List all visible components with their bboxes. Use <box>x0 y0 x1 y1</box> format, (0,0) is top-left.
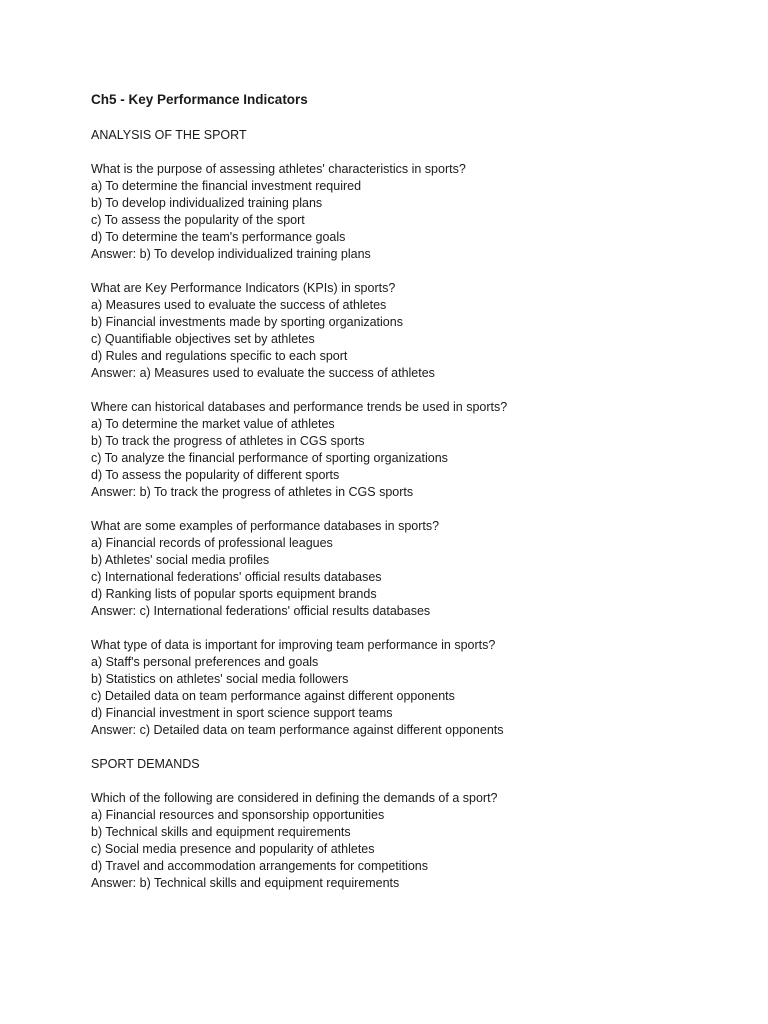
answer-option: a) Financial resources and sponsorship opportunities <box>91 808 385 822</box>
answer-option: c) Quantifiable objectives set by athletes <box>91 332 315 346</box>
answer-option: a) Staff's personal preferences and goals <box>91 655 319 669</box>
document-title: Ch5 - Key Performance Indicators <box>91 92 308 107</box>
answer-option: a) To determine the market value of athletes <box>91 417 335 431</box>
section-heading: ANALYSIS OF THE SPORT <box>91 128 247 142</box>
answer-option: b) To track the progress of athletes in CGS sports <box>91 434 365 448</box>
answer-option: b) Athletes' social media profiles <box>91 553 270 567</box>
section-heading: SPORT DEMANDS <box>91 757 200 771</box>
question-block <box>91 280 731 382</box>
document-body <box>91 127 731 892</box>
question-text: Which of the following are considered in defining the demands of a sport? <box>91 791 498 805</box>
answer-option: c) International federations' official results databases <box>91 570 382 584</box>
answer-option: d) Financial investment in sport science support teams <box>91 706 393 720</box>
answer-option: d) Travel and accommodation arrangements for competitions <box>91 859 428 873</box>
answer-option: c) To analyze the financial performance of sporting organizations <box>91 451 448 465</box>
question-text: What is the purpose of assessing athletes' characteristics in sports? <box>91 162 466 176</box>
answer-option: b) Financial investments made by sporting organizations <box>91 315 403 329</box>
question-text: What type of data is important for improving team performance in sports? <box>91 638 496 652</box>
answer-option: d) To assess the popularity of different sports <box>91 468 340 482</box>
answer-option: d) Ranking lists of popular sports equipment brands <box>91 587 377 601</box>
answer-option: a) Financial records of professional leagues <box>91 536 333 550</box>
answer-option: b) To develop individualized training plans <box>91 196 323 210</box>
question-text: What are some examples of performance databases in sports? <box>91 519 440 533</box>
answer-option: d) Rules and regulations specific to each sport <box>91 349 348 363</box>
question-block <box>91 637 731 739</box>
answer-option: d) To determine the team's performance goals <box>91 230 346 244</box>
answer-text: Answer: b) To track the progress of athletes in CGS sports <box>91 485 414 499</box>
answer-option: a) Measures used to evaluate the success of athletes <box>91 298 387 312</box>
question-block <box>91 399 731 501</box>
answer-text: Answer: b) To develop individualized training plans <box>91 247 371 261</box>
answer-option: b) Statistics on athletes' social media followers <box>91 672 349 686</box>
answer-option: c) Detailed data on team performance against different opponents <box>91 689 455 703</box>
answer-option: a) To determine the financial investment required <box>91 179 362 193</box>
answer-option: b) Technical skills and equipment requirements <box>91 825 351 839</box>
question-text: What are Key Performance Indicators (KPIs) in sports? <box>91 281 396 295</box>
answer-option: c) To assess the popularity of the sport <box>91 213 305 227</box>
answer-option: c) Social media presence and popularity of athletes <box>91 842 375 856</box>
question-text: Where can historical databases and performance trends be used in sports? <box>91 400 508 414</box>
answer-text: Answer: c) Detailed data on team performance against different opponents <box>91 723 504 737</box>
answer-text: Answer: c) International federations' official results databases <box>91 604 431 618</box>
question-block <box>91 790 731 892</box>
answer-text: Answer: b) Technical skills and equipment requirements <box>91 876 400 890</box>
document-page <box>91 90 731 909</box>
question-block <box>91 518 731 620</box>
answer-text: Answer: a) Measures used to evaluate the success of athletes <box>91 366 435 380</box>
question-block <box>91 161 731 263</box>
